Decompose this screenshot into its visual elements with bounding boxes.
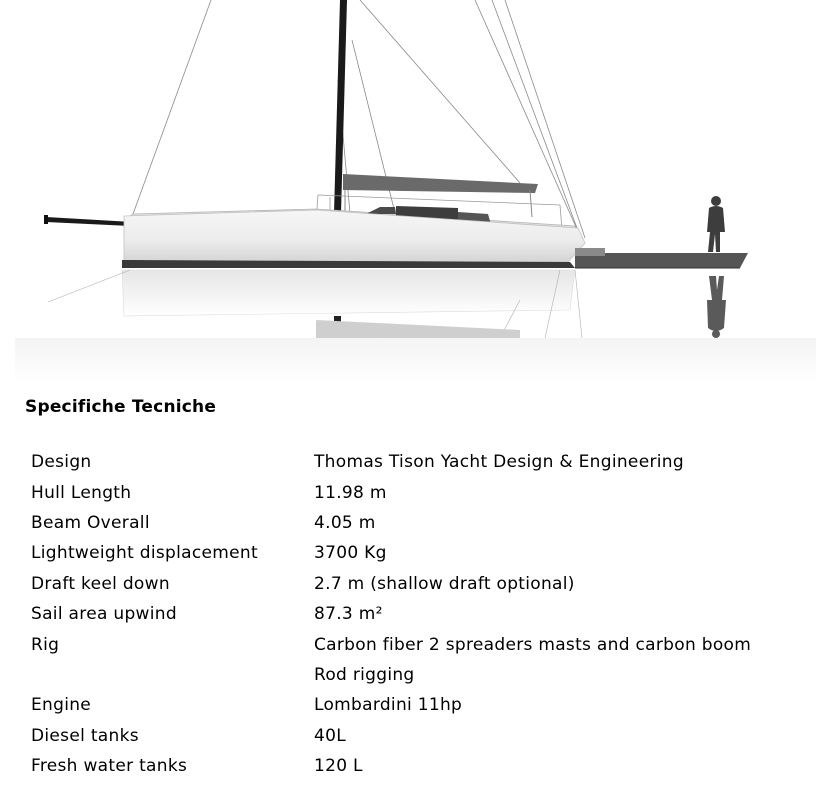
table-row xyxy=(31,690,751,720)
spec-label: Design xyxy=(31,452,92,473)
spec-label: Hull Length xyxy=(31,482,132,503)
spec-label: Lightweight displacement xyxy=(31,543,258,564)
spec-value: Lombardini 11hp xyxy=(314,695,463,716)
table-row xyxy=(31,447,751,477)
spec-value: Thomas Tison Yacht Design & Engineering xyxy=(314,452,684,473)
bimini-canopy xyxy=(343,174,538,193)
spec-value: Rod rigging xyxy=(314,664,415,685)
specs-table xyxy=(31,447,751,781)
yacht-side-profile-illustration xyxy=(0,0,816,385)
spec-value: 3700 Kg xyxy=(314,543,387,564)
spec-value: 4.05 m xyxy=(314,512,376,533)
person-figure xyxy=(707,196,725,252)
table-row xyxy=(31,751,751,781)
table-row xyxy=(31,660,751,690)
table-row xyxy=(31,721,751,751)
person-reflection xyxy=(707,276,726,338)
bowsprit xyxy=(46,217,132,226)
table-row xyxy=(31,508,751,538)
spec-label xyxy=(31,660,314,690)
rigging-lines xyxy=(133,0,585,238)
spec-label: Engine xyxy=(31,695,92,716)
table-row xyxy=(31,569,751,599)
spec-value: 120 L xyxy=(314,756,363,777)
section-title: Specifiche Tecniche xyxy=(25,397,217,417)
hull-reflection xyxy=(122,270,575,316)
spec-label: Beam Overall xyxy=(31,512,150,533)
spec-value: 11.98 m xyxy=(314,482,387,503)
table-row xyxy=(31,477,751,507)
spec-value: 87.3 m² xyxy=(314,604,383,625)
table-row xyxy=(31,599,751,629)
water-surface xyxy=(15,338,816,385)
spec-value: Carbon fiber 2 spreaders masts and carbon boom xyxy=(314,634,752,655)
hull xyxy=(124,210,585,262)
spec-label: Rig xyxy=(31,634,60,655)
spec-label: Fresh water tanks xyxy=(31,756,188,777)
spec-label: Sail area upwind xyxy=(31,604,177,625)
table-row xyxy=(31,629,751,659)
spec-value: 40L xyxy=(314,725,347,746)
table-row xyxy=(31,538,751,568)
spec-label: Diesel tanks xyxy=(31,725,139,746)
spec-label: Draft keel down xyxy=(31,573,170,594)
spec-value: 2.7 m (shallow draft optional) xyxy=(314,573,575,594)
